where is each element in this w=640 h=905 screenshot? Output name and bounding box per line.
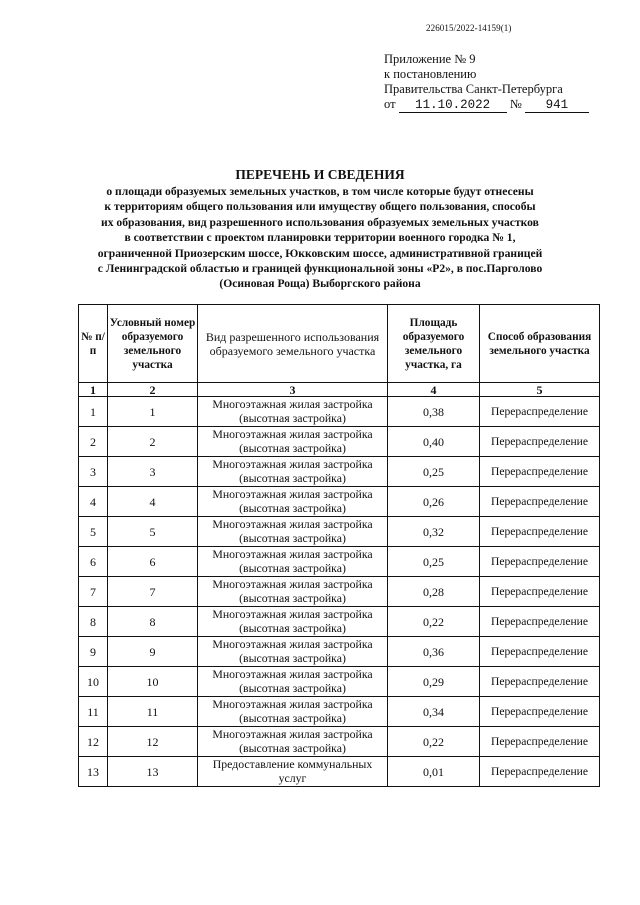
permitted-use: Многоэтажная жилая застройка (высотная застройка) — [198, 577, 388, 607]
row-number: 3 — [79, 457, 108, 487]
plot-id: 6 — [108, 547, 198, 577]
title-line: о площади образуемых земельных участков, в том числе которые будут отнесены — [106, 185, 534, 198]
plot-area: 0,32 — [388, 517, 480, 547]
formation-method: Перераспределение — [480, 757, 600, 787]
formation-method: Перераспределение — [480, 457, 600, 487]
formation-method: Перераспределение — [480, 637, 600, 667]
permitted-use: Многоэтажная жилая застройка (высотная застройка) — [198, 517, 388, 547]
formation-method: Перераспределение — [480, 727, 600, 757]
column-number: 2 — [108, 383, 198, 397]
plot-area: 0,28 — [388, 577, 480, 607]
plot-area: 0,29 — [388, 667, 480, 697]
document-number: 226015/2022-14159(1) — [426, 23, 512, 33]
title-line: их образования, вид разрешенного использования образуемых земельных участков — [101, 215, 539, 229]
plot-area: 0,22 — [388, 727, 480, 757]
row-number: 5 — [79, 517, 108, 547]
plot-id: 1 — [108, 397, 198, 427]
permitted-use: Многоэтажная жилая застройка (высотная застройка) — [198, 487, 388, 517]
decree-number: 941 — [525, 99, 589, 113]
formation-method: Перераспределение — [480, 667, 600, 697]
permitted-use: Многоэтажная жилая застройка (высотная застройка) — [198, 637, 388, 667]
header-method: Способ образования земельного участка — [480, 305, 600, 383]
plot-area: 0,25 — [388, 547, 480, 577]
column-number: 5 — [480, 383, 600, 397]
formation-method: Перераспределение — [480, 577, 600, 607]
permitted-use: Многоэтажная жилая застройка (высотная застройка) — [198, 727, 388, 757]
permitted-use: Многоэтажная жилая застройка (высотная застройка) — [198, 607, 388, 637]
table-row — [79, 607, 600, 637]
appendix-line-3: Правительства Санкт-Петербурга — [384, 82, 563, 96]
row-number: 9 — [79, 637, 108, 667]
table-row — [79, 517, 600, 547]
plot-area: 0,36 — [388, 637, 480, 667]
title-line: в соответствии с проектом планировки территории военного городка № 1, — [124, 231, 516, 245]
row-number: 13 — [79, 757, 108, 787]
title-heading: ПЕРЕЧЕНЬ И СВЕДЕНИЯ — [235, 167, 405, 182]
table-row — [79, 727, 600, 757]
table-row — [79, 667, 600, 697]
document-title — [40, 166, 600, 292]
table-row — [79, 457, 600, 487]
formation-method: Перераспределение — [480, 517, 600, 547]
decree-date: 11.10.2022 — [399, 99, 507, 113]
table-row — [79, 577, 600, 607]
plot-area: 0,22 — [388, 607, 480, 637]
plot-id: 10 — [108, 667, 198, 697]
appendix-line-1: Приложение № 9 — [384, 52, 476, 66]
land-plots-table — [78, 304, 600, 787]
formation-method: Перераспределение — [480, 427, 600, 457]
table-row — [79, 487, 600, 517]
formation-method: Перераспределение — [480, 397, 600, 427]
header-permitted-use: Вид разрешенного использования образуемого земельного участка — [198, 305, 388, 383]
appendix-line-2: к постановлению — [384, 67, 477, 81]
formation-method: Перераспределение — [480, 697, 600, 727]
row-number: 8 — [79, 607, 108, 637]
number-label: № — [509, 97, 522, 111]
plot-id: 7 — [108, 577, 198, 607]
column-number: 3 — [198, 383, 388, 397]
row-number: 4 — [79, 487, 108, 517]
plot-area: 0,25 — [388, 457, 480, 487]
column-number: 1 — [79, 383, 108, 397]
plot-id: 13 — [108, 757, 198, 787]
row-number: 7 — [79, 577, 108, 607]
row-number: 6 — [79, 547, 108, 577]
plot-id: 5 — [108, 517, 198, 547]
column-number: 4 — [388, 383, 480, 397]
formation-method: Перераспределение — [480, 607, 600, 637]
table-row — [79, 397, 600, 427]
formation-method: Перераспределение — [480, 547, 600, 577]
row-number: 10 — [79, 667, 108, 697]
plot-area: 0,40 — [388, 427, 480, 457]
table-row — [79, 637, 600, 667]
plot-id: 12 — [108, 727, 198, 757]
header-area: Площадь образуемого земельного участка, га — [388, 305, 480, 383]
table-row — [79, 697, 600, 727]
plot-id: 2 — [108, 427, 198, 457]
plot-area: 0,38 — [388, 397, 480, 427]
table-row — [79, 427, 600, 457]
plot-id: 8 — [108, 607, 198, 637]
permitted-use: Многоэтажная жилая застройка (высотная застройка) — [198, 697, 388, 727]
table-row — [79, 547, 600, 577]
row-number: 11 — [79, 697, 108, 727]
row-number: 1 — [79, 397, 108, 427]
appendix-date-row — [384, 97, 589, 113]
plot-id: 3 — [108, 457, 198, 487]
permitted-use: Многоэтажная жилая застройка (высотная застройка) — [198, 397, 388, 427]
plot-id: 11 — [108, 697, 198, 727]
appendix-block — [384, 52, 589, 113]
row-number: 12 — [79, 727, 108, 757]
plot-id: 9 — [108, 637, 198, 667]
permitted-use: Многоэтажная жилая застройка (высотная застройка) — [198, 667, 388, 697]
title-line: ограниченной Приозерским шоссе, Юкковским шоссе, административной границей — [97, 246, 543, 260]
title-line: к территориям общего пользования или имуществу общего пользования, способы — [104, 200, 536, 214]
title-line: (Осиновая Роща) Выборгского района — [219, 277, 421, 291]
from-label: от — [384, 97, 396, 111]
formation-method: Перераспределение — [480, 487, 600, 517]
permitted-use: Многоэтажная жилая застройка (высотная застройка) — [198, 457, 388, 487]
plot-id: 4 — [108, 487, 198, 517]
permitted-use: Предоставление коммунальных услуг — [198, 757, 388, 787]
permitted-use: Многоэтажная жилая застройка (высотная застройка) — [198, 427, 388, 457]
header-plot-id: Условный номер образуемого земельного участка — [108, 305, 198, 383]
row-number: 2 — [79, 427, 108, 457]
permitted-use: Многоэтажная жилая застройка (высотная застройка) — [198, 547, 388, 577]
title-line: с Ленинградской областью и границей функциональной зоны «Р2», в пос.Парголово — [97, 262, 543, 276]
plot-area: 0,01 — [388, 757, 480, 787]
header-number: № п/п — [79, 305, 108, 383]
table-row — [79, 757, 600, 787]
plot-area: 0,26 — [388, 487, 480, 517]
plot-area: 0,34 — [388, 697, 480, 727]
